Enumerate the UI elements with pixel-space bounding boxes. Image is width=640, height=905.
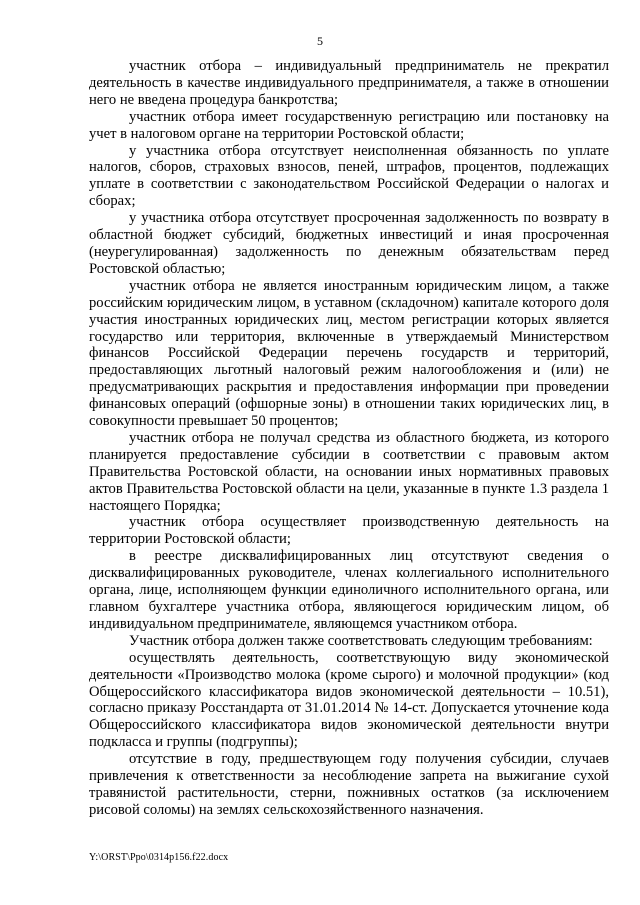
document-body	[89, 58, 609, 819]
paragraph: у участника отбора отсутствует просроченная задолженность по возврату в областной бюджет субсидий, бюджетных инвестиций и иная просроченная (неурегулированная) задолженность по денежным обязательствам перед Ростовской областью;	[89, 210, 609, 277]
paragraph: отсутствие в году, предшествующем году получения субсидии, случаев привлечения к ответственности за несоблюдение запрета на выжигание сухой травянистой растительности, стерни, пожнивных остатков (за исключением рисовой соломы) на землях сельскохозяйственного назначения.	[89, 751, 609, 818]
paragraph: участник отбора имеет государственную регистрацию или постановку на учет в налоговом органе на территории Ростовской области;	[89, 108, 609, 142]
page-number: 5	[317, 34, 323, 48]
paragraph: участник отбора не получал средства из областного бюджета, из которого планируется предоставление субсидии в соответствии с правовым актом Правительства Ростовской области, на основании иных нормативных правовых актов Правительства Ростовской области на цели, указанные в пункте 1.3 раздела 1 настоящего Порядка;	[89, 429, 609, 514]
paragraph: Участник отбора должен также соответствовать следующим требованиям:	[129, 632, 593, 649]
paragraph: участник отбора не является иностранным юридическим лицом, а также российским юридическим лицом, в уставном (складочном) капитале которого доля участия иностранных юридических лиц, местом регистрации которых является государство или территория, включенные в утверждаемый Министерством финансов Российской Федерации перечень государств и территорий, предоставляющих льготный налоговый режим налогообложения и (или) не предусматривающих раскрытия и предоставления информации при проведении финансовых операций (офшорные зоны) в отношении таких юридических лиц, в совокупности превышает 50 процентов;	[89, 277, 609, 430]
paragraph: участник отбора – индивидуальный предприниматель не прекратил деятельность в качестве индивидуального предпринимателя, а также в отношении него не введена процедура банкротства;	[89, 58, 609, 108]
paragraph: участник отбора осуществляет производственную деятельность на территории Ростовской области;	[89, 514, 609, 548]
paragraph: в реестре дисквалифицированных лиц отсутствуют сведения о дисквалифицированных руководителе, членах коллегиального исполнительного органа, лице, исполняющем функции единоличного исполнительного органа, или главном бухгалтере участника отбора, являющегося юридическим лицом, об индивидуальном предпринимателе, являющемся участником отбора.	[89, 548, 609, 632]
paragraph: осуществлять деятельность, соответствующую виду экономической деятельности «Производство молока (кроме сырого) и молочной продукции» (код Общероссийского классификатора видов экономической деятельности – 10.51), согласно приказу Росстандарта от 31.01.2014 № 14-ст. Допускается уточнение кода Общероссийского классификатора видов экономической деятельности внутри подкласса и группы (подгруппы);	[89, 649, 609, 751]
paragraph: у участника отбора отсутствует неисполненная обязанность по уплате налогов, сборов, страховых взносов, пеней, штрафов, процентов, подлежащих уплате в соответствии с законодательством Российской Федерации о налогах и сборах;	[89, 142, 609, 210]
footer-file-path: Y:\ORST\Ppo\0314p156.f22.docx	[89, 852, 229, 863]
